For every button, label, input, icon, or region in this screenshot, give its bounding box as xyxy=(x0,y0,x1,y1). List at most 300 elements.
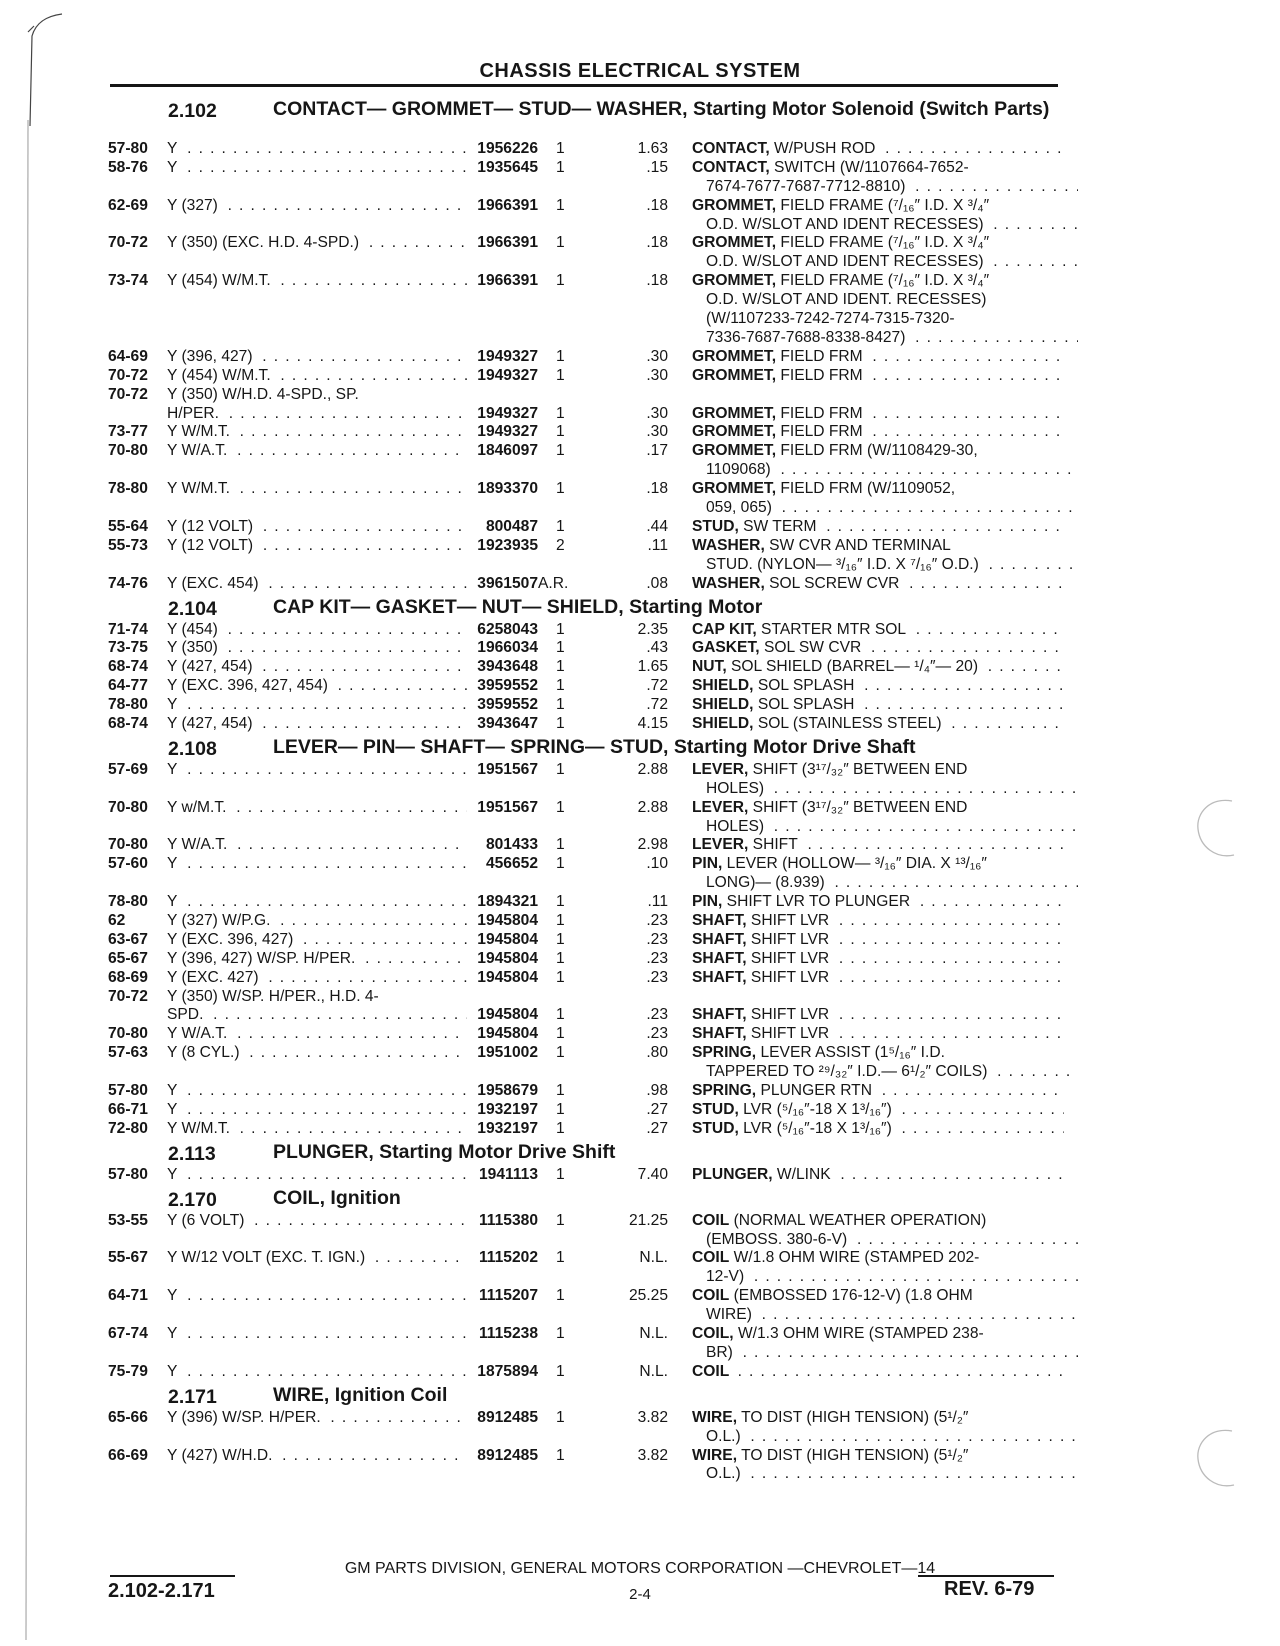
description xyxy=(692,969,1064,988)
application-line xyxy=(167,442,467,461)
part-number: 1932197 xyxy=(477,1100,538,1118)
description-text xyxy=(692,761,971,778)
application-text: Y xyxy=(167,761,181,778)
quantity: 1 xyxy=(556,1287,565,1305)
footer-page-number: 2-4 xyxy=(629,1586,651,1603)
description-text xyxy=(692,855,991,872)
model-years: 70-72 xyxy=(108,366,148,384)
description-line xyxy=(692,1101,1064,1120)
description-detail: FIELD FRM xyxy=(780,366,863,384)
description-detail: SHIFT LVR xyxy=(750,1025,830,1043)
description-line xyxy=(692,140,1064,159)
description-detail: LVR (⁵/₁₆″-18 X 1³/₁₆″) xyxy=(743,1100,892,1118)
application-line xyxy=(167,480,467,499)
part-keyword: STUD, xyxy=(692,1100,739,1118)
description xyxy=(692,855,1064,893)
section-header xyxy=(108,1185,1058,1212)
quantity: 1 xyxy=(556,1362,565,1380)
page-title: CHASSIS ELECTRICAL SYSTEM xyxy=(479,60,801,82)
description-line xyxy=(692,575,1064,594)
description-text xyxy=(692,234,993,251)
description-line xyxy=(692,677,1064,696)
description xyxy=(692,1212,1064,1250)
part-number: 6258043 xyxy=(477,620,538,638)
description xyxy=(692,575,1064,594)
description-detail: FIELD FRAME (⁷/₁₆″ I.D. X ³/₄″ xyxy=(780,234,990,252)
price: 7.40 xyxy=(637,1165,668,1183)
section-header xyxy=(108,96,1058,140)
price: .72 xyxy=(646,677,668,695)
part-row xyxy=(108,423,1058,442)
application-text: Y (12 VOLT) xyxy=(167,518,257,535)
part-keyword: WIRE, xyxy=(692,1446,738,1464)
application-line xyxy=(167,1166,467,1185)
description xyxy=(692,1082,1064,1101)
description-text xyxy=(706,780,768,797)
description xyxy=(692,621,1064,640)
price: 1.63 xyxy=(637,140,668,157)
quantity: 1 xyxy=(556,517,565,535)
application-line xyxy=(167,197,467,216)
application-text: Y (454) xyxy=(167,621,222,638)
part-row xyxy=(108,658,1058,677)
application-text: Y (12 VOLT) xyxy=(167,537,257,554)
part-row xyxy=(108,140,1058,159)
description-detail: FIELD FRAME (⁷/₁₆″ I.D. X ³/₄″ xyxy=(780,272,990,290)
quantity: 1 xyxy=(556,158,565,176)
application-text: Y (396, 427) xyxy=(167,348,257,365)
description-text xyxy=(692,1166,835,1183)
description-line xyxy=(692,159,1064,178)
description-text xyxy=(692,658,982,675)
description-line xyxy=(692,855,1064,874)
description-text xyxy=(692,1249,983,1266)
part-row xyxy=(108,1287,1058,1325)
application-line xyxy=(167,272,467,291)
price: .30 xyxy=(646,404,668,422)
description-text xyxy=(706,1428,745,1445)
application-text: Y (427, 454) xyxy=(167,715,257,732)
quantity: 1 xyxy=(556,442,565,460)
price: .30 xyxy=(646,347,668,365)
price: 3.82 xyxy=(637,1408,668,1426)
quantity: 1 xyxy=(556,272,565,290)
description-detail: FIELD FRM xyxy=(780,404,863,422)
description-line xyxy=(692,329,1078,348)
section-number: 2.102 xyxy=(168,100,217,122)
description-detail: W/1.8 OHM WIRE (STAMPED 202- xyxy=(733,1249,980,1267)
part-keyword: COIL, xyxy=(692,1325,734,1343)
price: .30 xyxy=(646,423,668,441)
model-years: 70-80 xyxy=(108,1025,148,1043)
application-line xyxy=(167,696,467,715)
part-number: 3943647 xyxy=(477,714,538,732)
part-keyword: SHAFT, xyxy=(692,949,747,967)
application-line xyxy=(167,1025,467,1044)
part-keyword: SPRING, xyxy=(692,1044,757,1062)
model-years: 65-66 xyxy=(108,1408,148,1426)
application-text: Y (396, 427) W/SP. H/PER. xyxy=(167,950,359,967)
part-keyword: WIRE, xyxy=(692,1408,738,1426)
part-keyword: PLUNGER, xyxy=(692,1165,773,1183)
description-line xyxy=(692,621,1064,640)
application-line xyxy=(167,639,467,658)
part-keyword: CONTACT, xyxy=(692,140,770,157)
description-detail: FIELD FRM (W/1108429-30, xyxy=(780,442,978,460)
model-years: 70-80 xyxy=(108,798,148,816)
application-text: Y xyxy=(167,855,181,872)
part-number: 1945804 xyxy=(477,930,538,948)
model-years: 78-80 xyxy=(108,696,148,714)
description-text xyxy=(706,556,983,573)
description-text xyxy=(692,696,858,713)
description-line xyxy=(692,780,1078,799)
part-row xyxy=(108,1166,1058,1185)
model-years: 74-76 xyxy=(108,574,148,592)
part-keyword: SPRING, xyxy=(692,1082,757,1100)
application-text: Y W/M.T. xyxy=(167,480,234,497)
description-text xyxy=(692,799,971,816)
part-row xyxy=(108,639,1058,658)
model-years: 62-69 xyxy=(108,196,148,214)
description-detail: SHIFT (3¹⁷/₃₂″ BETWEEN END xyxy=(752,798,968,816)
application-text: Y (396) W/SP. H/PER. xyxy=(167,1409,325,1426)
part-row xyxy=(108,988,1058,1026)
part-row xyxy=(108,893,1058,912)
description-line xyxy=(692,715,1064,734)
description-line xyxy=(692,367,1064,386)
part-number: 3959552 xyxy=(477,677,538,695)
part-number: 1945804 xyxy=(477,949,538,967)
application-line xyxy=(167,1325,467,1344)
description-text xyxy=(706,1306,756,1323)
part-row xyxy=(108,799,1058,837)
price: 2.98 xyxy=(637,836,668,854)
application-line xyxy=(167,799,467,818)
description-text xyxy=(692,1082,876,1099)
price: .23 xyxy=(646,1025,668,1043)
model-years: 75-79 xyxy=(108,1362,148,1380)
description-text xyxy=(706,1063,991,1080)
description-detail: SHIFT (3¹⁷/₃₂″ BETWEEN END xyxy=(752,760,968,778)
description-detail: PLUNGER RTN xyxy=(760,1082,872,1100)
application-text: Y xyxy=(167,696,181,713)
description-line xyxy=(692,1231,1078,1250)
quantity: 1 xyxy=(556,855,565,873)
description-detail: SOL SW CVR xyxy=(763,639,862,657)
description xyxy=(692,348,1064,367)
application-line xyxy=(167,1287,467,1306)
description-detail: O.L.) xyxy=(706,1465,741,1483)
model-years: 63-67 xyxy=(108,930,148,948)
application-text: Y W/12 VOLT (EXC. T. IGN.) xyxy=(167,1249,369,1266)
part-row xyxy=(108,386,1058,424)
quantity: 1 xyxy=(556,1025,565,1043)
description xyxy=(692,893,1064,912)
description-line xyxy=(692,291,1078,310)
price: .11 xyxy=(647,893,668,911)
description-line xyxy=(692,480,1064,499)
part-keyword: COIL xyxy=(692,1362,730,1380)
quantity: 1 xyxy=(556,1119,565,1137)
part-row xyxy=(108,1447,1058,1485)
part-number: 1966391 xyxy=(477,272,538,290)
section-header xyxy=(108,734,1058,761)
description-detail: SHIFT LVR xyxy=(750,968,830,986)
part-number: 1935645 xyxy=(477,158,538,176)
quantity: 2 xyxy=(556,536,565,554)
description-line xyxy=(692,761,1064,780)
part-row xyxy=(108,836,1058,855)
description-line xyxy=(692,1249,1064,1268)
model-years: 70-72 xyxy=(108,987,148,1005)
part-keyword: STUD, xyxy=(692,517,739,535)
part-keyword: GROMMET, xyxy=(692,366,777,384)
model-years: 68-74 xyxy=(108,658,148,676)
price: .10 xyxy=(646,855,668,873)
application-text: Y W/M.T. xyxy=(167,1120,234,1137)
application-text: Y W/A.T. xyxy=(167,836,231,853)
model-years: 55-67 xyxy=(108,1249,148,1267)
quantity: 1 xyxy=(556,423,565,441)
description-line xyxy=(692,1268,1078,1287)
description-line xyxy=(692,1044,1064,1063)
quantity: 1 xyxy=(556,968,565,986)
description-detail: SOL SHIELD (BARREL— ¹/₄″— 20) xyxy=(731,658,979,676)
price: N.L. xyxy=(639,1325,668,1343)
application-line xyxy=(167,537,467,556)
part-number: 1958679 xyxy=(477,1082,538,1100)
part-keyword: GASKET, xyxy=(692,639,760,657)
part-row xyxy=(108,1249,1058,1287)
quantity: 1 xyxy=(556,949,565,967)
description-detail: SHIFT LVR xyxy=(750,912,830,930)
footer-revision: REV. 6-79 xyxy=(944,1578,1035,1600)
part-keyword: SHAFT, xyxy=(692,968,747,986)
model-years: 55-73 xyxy=(108,536,148,554)
description-text xyxy=(706,1231,851,1248)
binder-hole-mark xyxy=(1180,1425,1240,1495)
description-detail: SW CVR AND TERMINAL xyxy=(769,536,951,554)
price: .98 xyxy=(646,1082,668,1100)
description xyxy=(692,480,1064,518)
description-text xyxy=(692,575,903,592)
part-keyword: LEVER, xyxy=(692,760,749,778)
application-line xyxy=(167,234,467,253)
description-detail: HOLES) xyxy=(706,817,765,835)
quantity: 1 xyxy=(556,798,565,816)
part-number: 1923935 xyxy=(477,536,538,554)
price: 21.25 xyxy=(628,1211,668,1229)
quantity: 1 xyxy=(556,1408,565,1426)
price: .18 xyxy=(646,234,668,252)
part-number: 3959552 xyxy=(477,696,538,714)
description xyxy=(692,912,1064,931)
part-row xyxy=(108,272,1058,348)
part-row xyxy=(108,1044,1058,1082)
description xyxy=(692,677,1064,696)
price: 3.82 xyxy=(637,1446,668,1464)
section-number: 2.108 xyxy=(168,737,217,760)
application-line xyxy=(167,931,467,950)
description-detail: FIELD FRM xyxy=(780,347,863,365)
section-title: CONTACT— GROMMET— STUD— WASHER, Starting Motor Solenoid (Switch Parts) xyxy=(273,98,1050,120)
part-number: 800487 xyxy=(485,517,538,535)
application-line xyxy=(167,405,467,424)
quantity: 1 xyxy=(556,1249,565,1267)
application-text: Y W/A.T. xyxy=(167,442,231,459)
model-years: 57-80 xyxy=(108,1165,148,1183)
description-line xyxy=(692,499,1078,518)
application-line xyxy=(167,677,467,696)
part-keyword: LEVER, xyxy=(692,836,749,854)
part-row xyxy=(108,950,1058,969)
application-text: Y (EXC. 396, 427, 454) xyxy=(167,677,332,694)
description-detail: SOL SPLASH xyxy=(757,696,855,714)
part-number: 1846097 xyxy=(477,442,538,460)
description xyxy=(692,1249,1064,1287)
description-text xyxy=(692,1287,977,1304)
description xyxy=(692,423,1064,442)
part-row xyxy=(108,855,1058,893)
price: .23 xyxy=(646,968,668,986)
description-line xyxy=(692,272,1064,291)
description-text xyxy=(706,1465,745,1482)
description-line xyxy=(692,178,1078,197)
quantity: 1 xyxy=(556,639,565,657)
price: .43 xyxy=(646,639,668,657)
description-text xyxy=(706,329,909,346)
description xyxy=(692,1409,1064,1447)
price: 25.25 xyxy=(628,1287,668,1305)
application-line xyxy=(167,1249,467,1268)
model-years: 58-76 xyxy=(108,158,148,176)
part-row xyxy=(108,518,1058,537)
application-line xyxy=(167,1212,467,1231)
part-number: 1894321 xyxy=(477,893,538,911)
model-years: 68-69 xyxy=(108,968,148,986)
quantity: 1 xyxy=(556,714,565,732)
application-line xyxy=(167,1082,467,1101)
description xyxy=(692,197,1064,235)
application-text: Y (454) W/M.T. xyxy=(167,367,275,384)
model-years: 70-80 xyxy=(108,836,148,854)
description-line xyxy=(692,893,1064,912)
part-row xyxy=(108,969,1058,988)
description xyxy=(692,140,1064,159)
description-text xyxy=(692,1044,949,1061)
description-text xyxy=(706,874,829,891)
model-years: 68-74 xyxy=(108,714,148,732)
description xyxy=(692,537,1064,575)
description-text xyxy=(706,1268,748,1285)
part-keyword: GROMMET, xyxy=(692,234,777,252)
description-detail: W/PUSH ROD xyxy=(774,140,876,157)
description xyxy=(692,1120,1064,1139)
description xyxy=(692,272,1064,348)
part-keyword: GROMMET, xyxy=(692,480,777,498)
part-row xyxy=(108,1082,1058,1101)
part-row xyxy=(108,367,1058,386)
description-text xyxy=(692,272,993,289)
description-text xyxy=(692,348,867,365)
description xyxy=(692,1166,1064,1185)
price: .30 xyxy=(646,366,668,384)
price: .44 xyxy=(646,517,668,535)
quantity: 1 xyxy=(556,912,565,930)
description-line xyxy=(692,696,1064,715)
application-text: Y W/M.T. xyxy=(167,423,234,440)
application-text: H/PER. xyxy=(167,405,223,422)
description xyxy=(692,1101,1064,1120)
part-number: 3961507 xyxy=(477,574,538,592)
model-years: 57-80 xyxy=(108,140,148,157)
description-text xyxy=(692,405,867,422)
model-years: 70-80 xyxy=(108,442,148,460)
price: .08 xyxy=(646,574,668,592)
price: N.L. xyxy=(639,1249,668,1267)
model-years: 70-72 xyxy=(108,234,148,252)
description-line xyxy=(692,931,1064,950)
price: .23 xyxy=(646,912,668,930)
description-line xyxy=(692,442,1064,461)
description-detail: O.D. W/SLOT AND IDENT. RECESSES) xyxy=(706,291,987,309)
price: .18 xyxy=(646,272,668,290)
price: .17 xyxy=(646,442,668,460)
description-line xyxy=(692,216,1078,235)
description-line xyxy=(692,518,1064,537)
application-line xyxy=(167,1447,467,1466)
description-line xyxy=(692,1025,1064,1044)
part-keyword: GROMMET, xyxy=(692,347,777,365)
description-detail: (W/1107233-7242-7274-7315-7320- xyxy=(706,310,955,328)
description-text xyxy=(706,291,990,308)
description xyxy=(692,1325,1064,1363)
description-detail: HOLES) xyxy=(706,779,765,797)
quantity: 1 xyxy=(556,347,565,365)
quantity: 1 xyxy=(556,1006,565,1024)
description xyxy=(692,931,1064,950)
description-text xyxy=(692,1363,738,1380)
quantity: 1 xyxy=(556,1165,565,1183)
description-detail: FIELD FRM (W/1109052, xyxy=(780,480,956,498)
description-detail: O.L.) xyxy=(706,1427,741,1445)
description-line xyxy=(692,1006,1064,1025)
application-text: Y xyxy=(167,1082,181,1099)
part-keyword: GROMMET, xyxy=(692,423,777,441)
description-text xyxy=(692,1120,896,1137)
description-text xyxy=(706,499,776,516)
description-text xyxy=(692,423,867,440)
description-text xyxy=(692,480,959,497)
description-detail: SHIFT LVR xyxy=(750,1006,830,1024)
application-text: Y (327) xyxy=(167,197,222,214)
footer-section-range: 2.102-2.171 xyxy=(108,1580,215,1602)
part-number: 1115207 xyxy=(479,1287,538,1305)
description-line xyxy=(692,969,1064,988)
description-detail: FIELD FRM xyxy=(780,423,863,441)
part-row xyxy=(108,234,1058,272)
price: 2.35 xyxy=(637,620,668,638)
application-text: Y (350) (EXC. H.D. 4-SPD.) xyxy=(167,234,363,251)
application-line xyxy=(167,386,467,405)
part-number: 1945804 xyxy=(477,1025,538,1043)
footer-publisher: GM PARTS DIVISION, GENERAL MOTORS CORPORATION —CHEVROLET—14 xyxy=(344,1560,936,1577)
description-line xyxy=(692,197,1064,216)
application-line xyxy=(167,1044,467,1063)
section-title: WIRE, Ignition Coil xyxy=(273,1383,448,1406)
part-row xyxy=(108,1120,1058,1139)
